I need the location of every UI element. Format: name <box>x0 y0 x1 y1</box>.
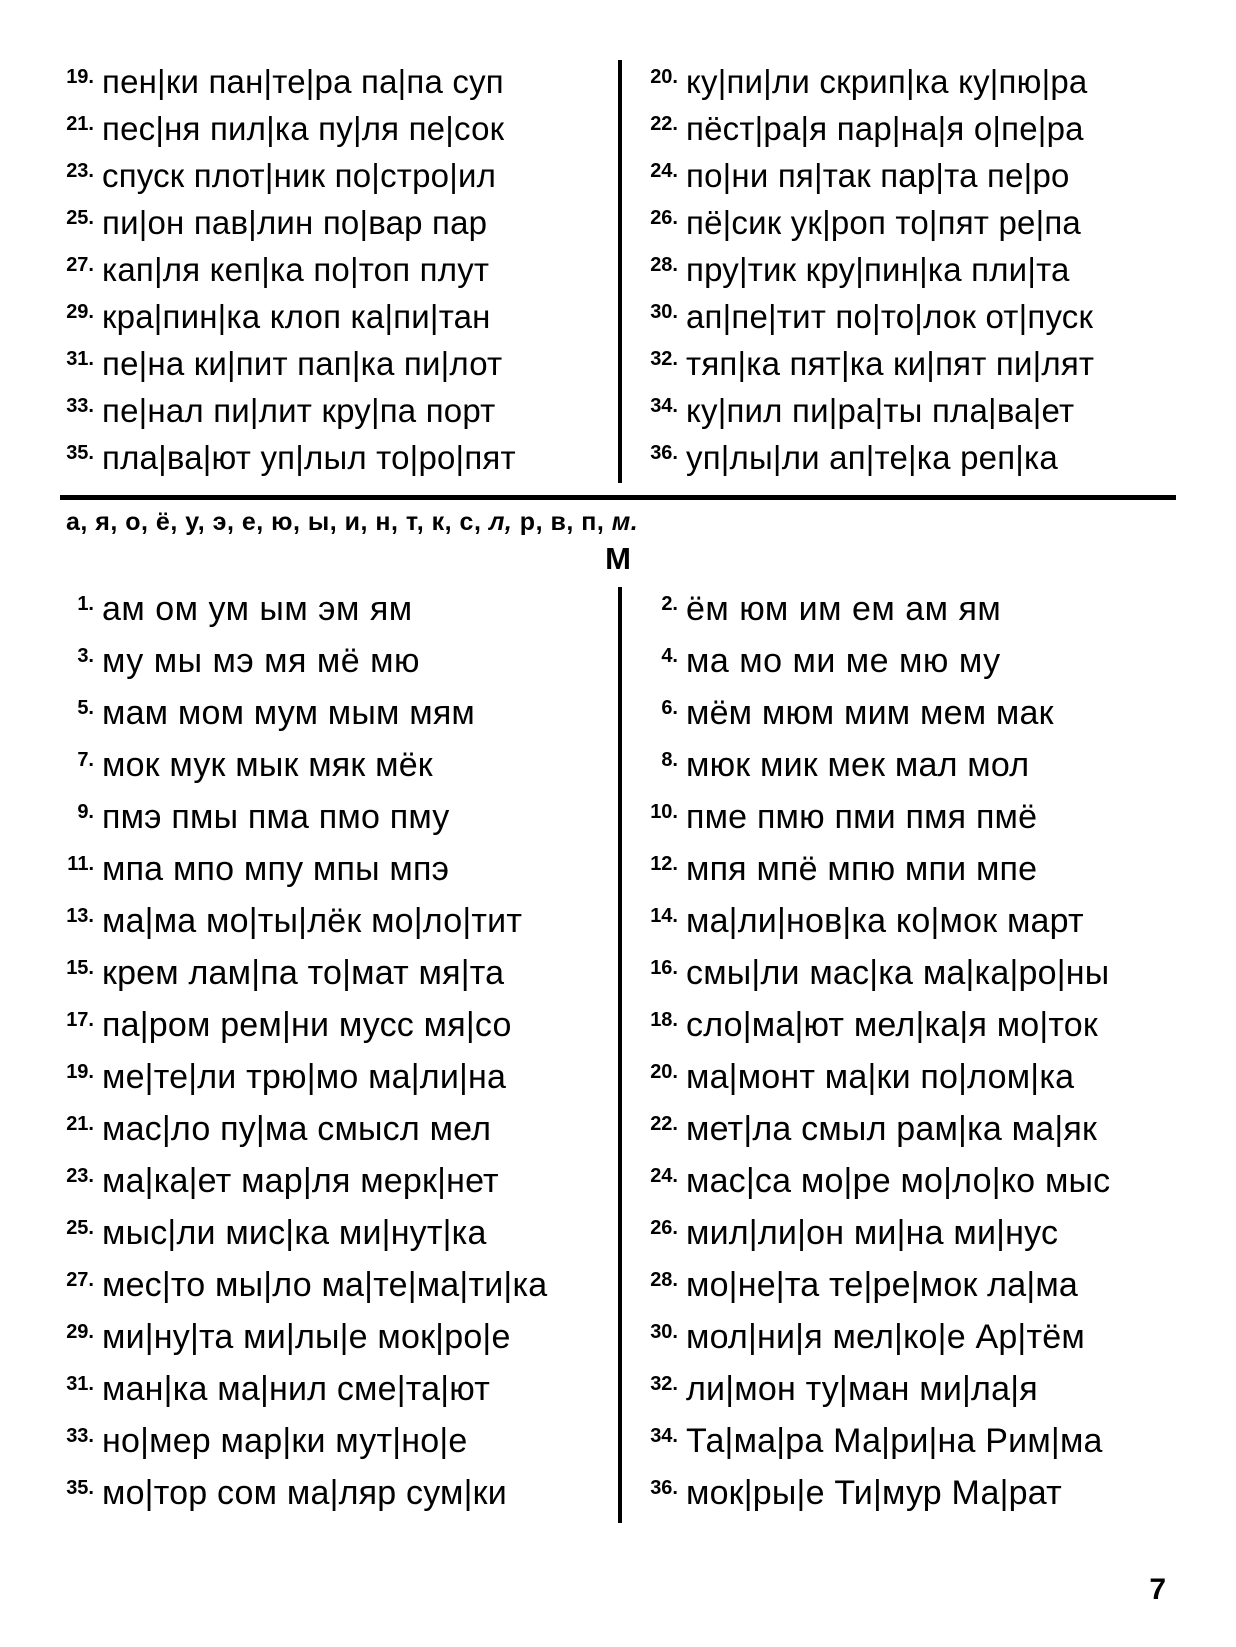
exercise-block-top <box>60 60 1176 483</box>
word-row <box>60 154 600 201</box>
word-row <box>644 1471 1176 1523</box>
word-row <box>60 743 600 795</box>
row-words: ма|ли|нов|ка ко|мок март <box>686 902 1084 940</box>
row-words: мо|не|та те|ре|мок ла|ма <box>686 1266 1079 1304</box>
row-number: 31. <box>66 1373 94 1395</box>
row-number: 35. <box>66 1477 94 1499</box>
word-row <box>644 951 1176 1003</box>
row-number: 28. <box>650 254 678 276</box>
row-number: 26. <box>650 1217 678 1239</box>
row-number: 36. <box>650 442 678 464</box>
word-row <box>644 1107 1176 1159</box>
row-words: мо|тор сом ма|ляр сум|ки <box>102 1474 507 1512</box>
row-words: пру|тик кру|пин|ка пли|та <box>686 251 1070 288</box>
word-row <box>644 899 1176 951</box>
row-words: мок мук мык мяк мёк <box>102 746 433 784</box>
word-row <box>60 436 600 483</box>
row-number: 33. <box>66 395 94 417</box>
word-row <box>60 795 600 847</box>
row-words: мес|то мы|ло ма|те|ма|ти|ка <box>102 1266 548 1304</box>
word-row <box>60 1159 600 1211</box>
row-words: ма мо ми ме мю му <box>686 642 1001 680</box>
word-row <box>644 154 1176 201</box>
section-divider-rule <box>60 495 1176 500</box>
top-column-right <box>618 60 1176 483</box>
row-number: 6. <box>661 697 678 719</box>
row-words: пме пмю пми пмя пмё <box>686 798 1038 836</box>
word-row <box>60 587 600 639</box>
row-number: 35. <box>66 442 94 464</box>
word-row <box>644 691 1176 743</box>
word-row <box>60 951 600 1003</box>
row-number: 31. <box>66 348 94 370</box>
row-number: 25. <box>66 207 94 229</box>
row-words: мпя мпё мпю мпи мпе <box>686 850 1038 888</box>
row-number: 11. <box>67 853 94 875</box>
word-row <box>644 1367 1176 1419</box>
word-row <box>644 1419 1176 1471</box>
row-number: 7. <box>77 749 94 771</box>
row-number: 19. <box>66 1061 94 1083</box>
section-heading-letter: М <box>605 541 631 576</box>
row-number: 32. <box>650 348 678 370</box>
column-divider-main <box>618 587 622 1523</box>
row-words: мас|са мо|ре мо|ло|ко мыс <box>686 1162 1111 1200</box>
word-row <box>60 1471 600 1523</box>
word-row <box>644 1211 1176 1263</box>
row-number: 27. <box>66 254 94 276</box>
row-number: 8. <box>661 749 678 771</box>
top-column-left <box>60 60 618 483</box>
word-row <box>644 847 1176 899</box>
row-words: мок|ры|е Ти|мур Ма|рат <box>686 1474 1062 1512</box>
word-row <box>644 295 1176 342</box>
row-number: 30. <box>650 301 678 323</box>
row-words: сло|ма|ют мел|ка|я мо|ток <box>686 1006 1098 1044</box>
letters-italic-part-1: л, <box>488 508 513 536</box>
word-row <box>60 1263 600 1315</box>
row-number: 24. <box>650 160 678 182</box>
row-number: 23. <box>66 1165 94 1187</box>
row-words: ам ом ум ым эм ям <box>102 590 413 628</box>
row-number: 20. <box>650 66 678 88</box>
row-words: ку|пи|ли скрип|ка ку|пю|ра <box>686 63 1088 100</box>
word-row <box>60 1367 600 1419</box>
row-words: мыс|ли мис|ка ми|нут|ка <box>102 1214 487 1252</box>
word-row <box>644 743 1176 795</box>
row-words: Та|ма|ра Ма|ри|на Рим|ма <box>686 1422 1103 1460</box>
row-words: мём мюм мим мем мак <box>686 694 1054 732</box>
word-row <box>60 342 600 389</box>
word-row <box>644 1003 1176 1055</box>
row-words: пе|нал пи|лит кру|па порт <box>102 392 496 429</box>
row-number: 22. <box>650 1113 678 1135</box>
word-row <box>644 795 1176 847</box>
row-words: па|ром рем|ни мусс мя|со <box>102 1006 512 1044</box>
row-number: 1. <box>77 593 94 615</box>
row-number: 29. <box>66 301 94 323</box>
word-row <box>60 1315 600 1367</box>
word-row <box>60 847 600 899</box>
row-words: ми|ну|та ми|лы|е мок|ро|е <box>102 1318 511 1356</box>
row-words: ме|те|ли трю|мо ма|ли|на <box>102 1058 507 1096</box>
exercise-block-main <box>60 587 1176 1523</box>
row-words: мас|ло пу|ма смысл мел <box>102 1110 492 1148</box>
row-number: 34. <box>650 395 678 417</box>
row-number: 3. <box>77 645 94 667</box>
page-number: 7 <box>1149 1573 1166 1606</box>
row-words: крем лам|па то|мат мя|та <box>102 954 505 992</box>
word-row <box>60 389 600 436</box>
letters-regular-part-1: а, я, о, ё, у, э, е, ю, ы, и, н, т, к, с, <box>66 508 482 536</box>
word-row <box>60 1003 600 1055</box>
row-words: ма|ка|ет мар|ля мерк|нет <box>102 1162 499 1200</box>
letters-inventory-line <box>60 508 1176 537</box>
row-number: 28. <box>650 1269 678 1291</box>
row-number: 26. <box>650 207 678 229</box>
word-row <box>644 342 1176 389</box>
word-row <box>644 587 1176 639</box>
word-row <box>644 107 1176 154</box>
word-row <box>644 639 1176 691</box>
row-words: ма|ма мо|ты|лёк мо|ло|тит <box>102 902 523 940</box>
row-number: 21. <box>66 1113 94 1135</box>
row-words: по|ни пя|так пар|та пе|ро <box>686 157 1070 194</box>
word-row <box>644 248 1176 295</box>
row-number: 9. <box>77 801 94 823</box>
row-words: ман|ка ма|нил сме|та|ют <box>102 1370 491 1408</box>
row-number: 25. <box>66 1217 94 1239</box>
row-words: ём юм им ем ам ям <box>686 590 1002 628</box>
row-number: 15. <box>66 957 94 979</box>
row-words: ку|пил пи|ра|ты пла|ва|ет <box>686 392 1075 429</box>
row-words: му мы мэ мя мё мю <box>102 642 420 680</box>
column-divider-top <box>618 60 622 483</box>
row-number: 34. <box>650 1425 678 1447</box>
row-words: но|мер мар|ки мут|но|е <box>102 1422 468 1460</box>
row-words: мил|ли|он ми|на ми|нус <box>686 1214 1059 1252</box>
word-row <box>60 1107 600 1159</box>
word-row <box>60 60 600 107</box>
row-words: пе|на ки|пит пап|ка пи|лот <box>102 345 503 382</box>
row-number: 32. <box>650 1373 678 1395</box>
row-number: 2. <box>661 593 678 615</box>
row-number: 21. <box>66 113 94 135</box>
row-number: 24. <box>650 1165 678 1187</box>
letters-regular-part-2: р, в, п, <box>519 508 605 536</box>
row-number: 19. <box>66 66 94 88</box>
row-words: мол|ни|я мел|ко|е Ар|тём <box>686 1318 1085 1356</box>
row-number: 13. <box>66 905 94 927</box>
row-words: пес|ня пил|ка пу|ля пе|сок <box>102 110 505 147</box>
row-number: 30. <box>650 1321 678 1343</box>
row-number: 4. <box>661 645 678 667</box>
word-row <box>60 248 600 295</box>
word-row <box>60 295 600 342</box>
row-number: 33. <box>66 1425 94 1447</box>
word-row <box>60 1419 600 1471</box>
row-words: кап|ля кеп|ка по|топ плут <box>102 251 490 288</box>
word-row <box>644 1159 1176 1211</box>
row-words: мам мом мум мым мям <box>102 694 476 732</box>
word-row <box>60 639 600 691</box>
word-row <box>644 1263 1176 1315</box>
row-words: ап|пе|тит по|то|лок от|пуск <box>686 298 1094 335</box>
row-number: 20. <box>650 1061 678 1083</box>
row-number: 18. <box>650 1009 678 1031</box>
row-number: 17. <box>66 1009 94 1031</box>
row-words: смы|ли мас|ка ма|ка|ро|ны <box>686 954 1110 992</box>
word-row <box>60 1055 600 1107</box>
row-number: 12. <box>650 853 678 875</box>
row-words: тяп|ка пят|ка ки|пят пи|лят <box>686 345 1095 382</box>
word-row <box>60 899 600 951</box>
row-number: 29. <box>66 1321 94 1343</box>
row-number: 27. <box>66 1269 94 1291</box>
row-words: спуск плот|ник по|стро|ил <box>102 157 497 194</box>
word-row <box>644 1055 1176 1107</box>
word-row <box>644 201 1176 248</box>
row-words: пёст|ра|я пар|на|я о|пе|ра <box>686 110 1084 147</box>
main-column-right <box>618 587 1176 1523</box>
word-row <box>644 436 1176 483</box>
row-words: кра|пин|ка клоп ка|пи|тан <box>102 298 491 335</box>
word-row <box>644 60 1176 107</box>
row-words: пен|ки пан|те|ра па|па суп <box>102 63 504 100</box>
row-words: ли|мон ту|ман ми|ла|я <box>686 1370 1038 1408</box>
row-words: мпа мпо мпу мпы мпэ <box>102 850 450 888</box>
row-number: 16. <box>650 957 678 979</box>
word-row <box>60 107 600 154</box>
row-number: 23. <box>66 160 94 182</box>
word-row <box>60 1211 600 1263</box>
row-number: 36. <box>650 1477 678 1499</box>
row-words: мюк мик мек мал мол <box>686 746 1030 784</box>
row-number: 5. <box>77 697 94 719</box>
row-number: 22. <box>650 113 678 135</box>
row-words: уп|лы|ли ап|те|ка реп|ка <box>686 439 1058 476</box>
row-number: 14. <box>650 905 678 927</box>
word-row <box>60 201 600 248</box>
row-words: пла|ва|ют уп|лыл то|ро|пят <box>102 439 516 476</box>
row-words: мет|ла смыл рам|ка ма|як <box>686 1110 1098 1148</box>
row-words: пё|сик ук|роп то|пят ре|па <box>686 204 1081 241</box>
main-column-left <box>60 587 618 1523</box>
word-row <box>644 1315 1176 1367</box>
row-words: пмэ пмы пма пмо пму <box>102 798 450 836</box>
letters-italic-part-2: м. <box>611 508 639 536</box>
word-row <box>60 691 600 743</box>
row-number: 10. <box>650 801 678 823</box>
word-row <box>644 389 1176 436</box>
row-words: пи|он пав|лин по|вар пар <box>102 204 488 241</box>
row-words: ма|монт ма|ки по|лом|ка <box>686 1058 1075 1096</box>
